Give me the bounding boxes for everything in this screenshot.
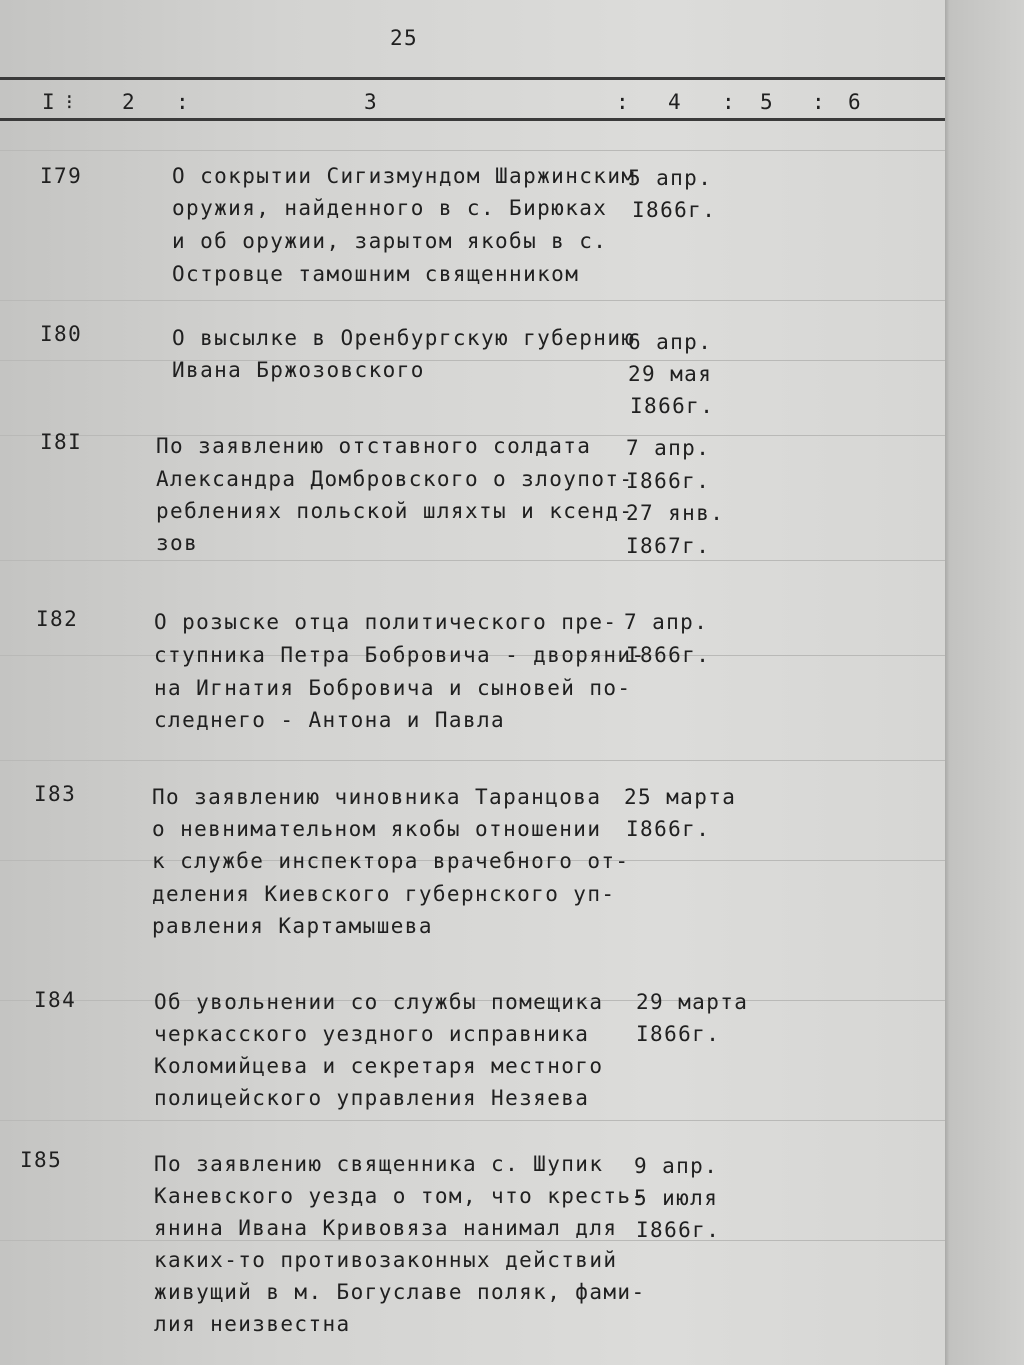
column-3-header: 3 — [364, 90, 379, 114]
entry-description-line: зов — [156, 531, 199, 555]
entry-number: I79 — [40, 164, 83, 188]
entry-description-line: на Игнатия Бобровича и сыновей по- — [154, 676, 632, 700]
entry-description-line: полицейского управления Незяева — [154, 1086, 590, 1110]
entry-description-line: О розыске отца политического пре- — [154, 610, 618, 634]
entry-date: I867г. — [626, 534, 711, 558]
entry-description-line: и об оружии, зарытом якобы в с. — [172, 229, 608, 253]
entry-description-line: Александра Домбровского о злоупот- — [156, 467, 634, 491]
entry-description-line: черкасского уездного исправника — [154, 1022, 590, 1046]
column-5-header: 5 — [760, 90, 775, 114]
column-separator: : — [812, 90, 827, 114]
entry-description-line: Об увольнении со службы помещика — [154, 990, 604, 1014]
entry-description-line: оружия, найденного в с. Бирюках — [172, 196, 608, 220]
header-top-rule — [0, 77, 945, 80]
entry-date: I866г. — [626, 817, 711, 841]
entry-date: 29 марта — [636, 990, 749, 1014]
entry-description-line: По заявлению чиновника Таранцова — [152, 785, 602, 809]
column-2-header: 2 — [122, 90, 137, 114]
entry-date: 5 июля — [634, 1186, 719, 1210]
entry-date: 7 апр. — [624, 610, 709, 634]
header-bottom-rule — [0, 118, 945, 121]
entry-description-line: каких-то противозаконных действий — [154, 1248, 618, 1272]
entry-date: I866г. — [626, 643, 711, 667]
entry-description-line: янина Ивана Кривовяза нанимал для — [154, 1216, 618, 1240]
entry-date: 7 апр. — [626, 436, 711, 460]
entry-description-line: По заявлению священника с. Шупик — [154, 1152, 604, 1176]
entry-description-line: Коломийцева и секретаря местного — [154, 1054, 604, 1078]
entry-date: 25 марта — [624, 785, 737, 809]
column-6-header: 6 — [848, 90, 863, 114]
entry-date: 9 апр. — [634, 1154, 719, 1178]
entry-number: I85 — [20, 1148, 63, 1172]
entry-description-line: живущий в м. Богуславе поляк, фами- — [154, 1280, 646, 1304]
entry-date: I866г. — [636, 1218, 721, 1242]
entry-number: I8I — [40, 430, 83, 454]
entry-description-line: Каневского уезда о том, что кресть- — [154, 1184, 646, 1208]
entry-description-line: лия неизвестна — [154, 1312, 351, 1336]
column-separator: : — [722, 90, 737, 114]
column-1-header: I — [42, 90, 57, 114]
entry-description-line: реблениях польской шляхты и ксенд- — [156, 499, 634, 523]
entry-date: I866г. — [626, 469, 711, 493]
column-separator: : — [616, 90, 631, 114]
column-4-header: 4 — [668, 90, 683, 114]
entry-description-line: Островце тамошним священником — [172, 262, 580, 286]
column-1-mark: ⁝ — [66, 90, 75, 114]
entry-description-line: О высылке в Оренбургскую губернию — [172, 326, 636, 350]
entry-number: I83 — [34, 782, 77, 806]
entry-number: I84 — [34, 988, 77, 1012]
entry-date: I866г. — [632, 198, 717, 222]
entry-description-line: Ивана Бржозовского — [172, 358, 425, 382]
entry-date: 6 апр. — [628, 330, 713, 354]
entry-date: 29 мая — [628, 362, 713, 386]
entry-date: I866г. — [636, 1022, 721, 1046]
entry-description-line: равления Картамышева — [152, 914, 433, 938]
page-number: 25 — [390, 26, 419, 50]
entry-description-line: следнего - Антона и Павла — [154, 708, 506, 732]
entry-date: 27 янв. — [626, 501, 725, 525]
entry-description-line: о невнимательном якобы отношении — [152, 817, 602, 841]
entry-number: I82 — [36, 607, 79, 631]
entry-description-line: деления Киевского губернского уп- — [152, 882, 616, 906]
entry-description-line: ступника Петра Бобровича - дворяни- — [154, 643, 646, 667]
page-edge — [945, 0, 1024, 1365]
entry-description-line: О сокрытии Сигизмундом Шаржинским — [172, 164, 636, 188]
column-separator: : — [176, 90, 191, 114]
entry-description-line: к службе инспектора врачебного от- — [152, 849, 630, 873]
entry-date: I866г. — [630, 394, 715, 418]
entry-number: I80 — [40, 322, 83, 346]
entry-description-line: По заявлению отставного солдата — [156, 434, 592, 458]
entry-date: 5 апр. — [628, 166, 713, 190]
